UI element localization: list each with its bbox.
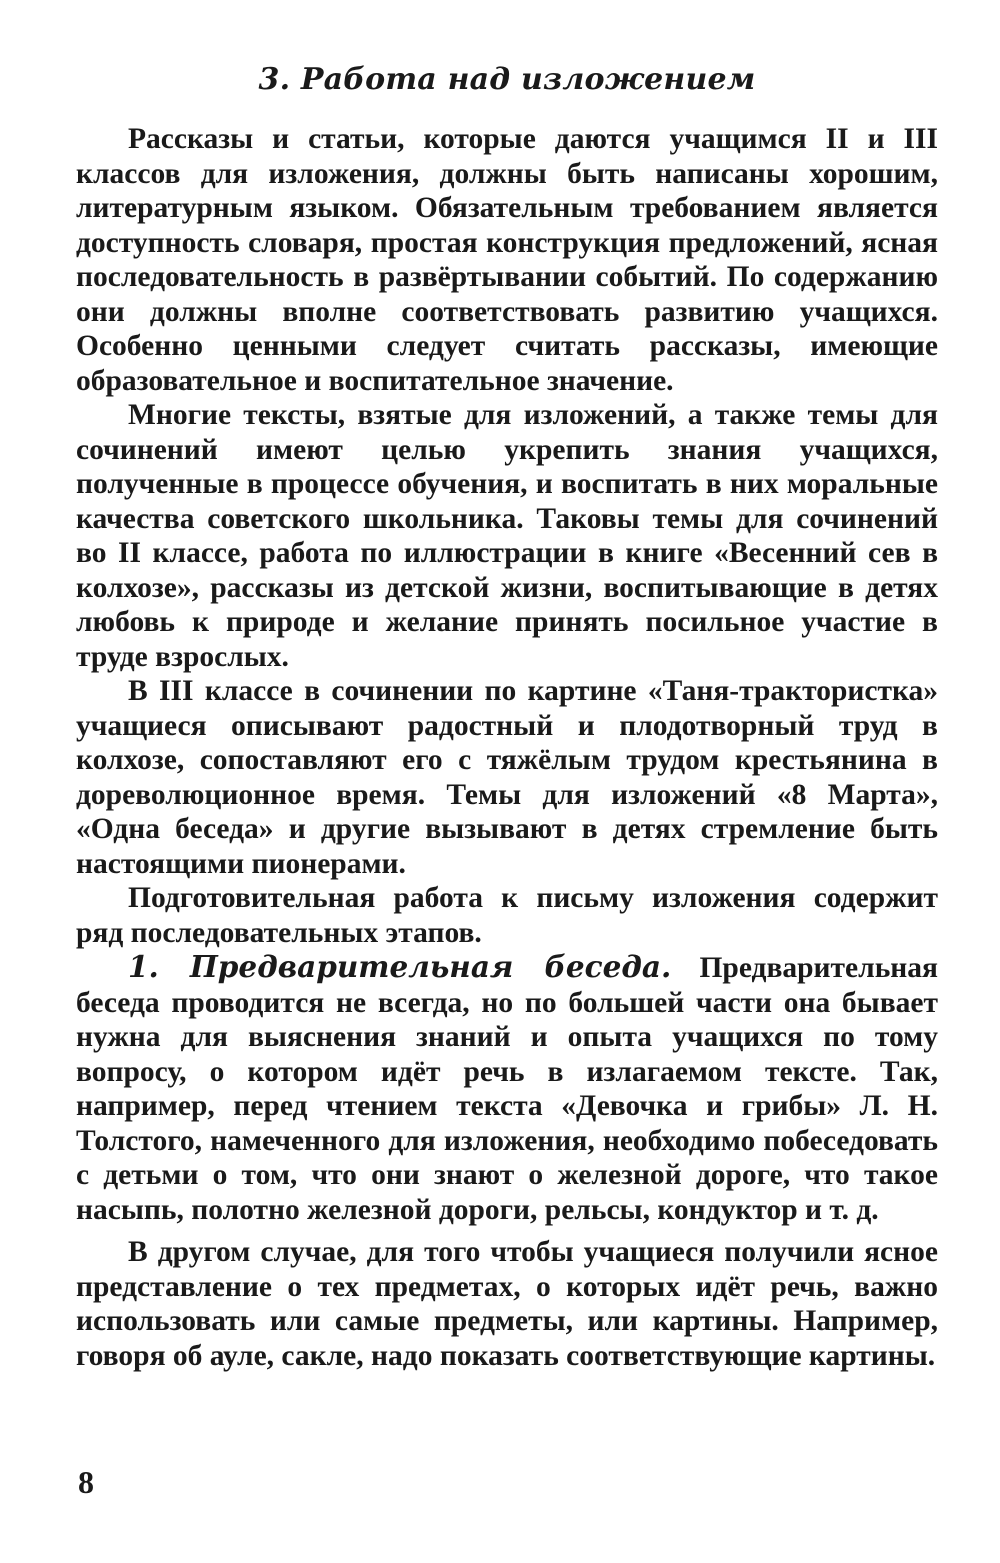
subsection-heading: 1. Предварительная беседа.	[128, 949, 672, 984]
paragraph-4: Подготовительная работа к письму изложения содержит ряд последовательных этапов.	[76, 882, 938, 949]
paragraph-3: В III классе в сочинении по картине «Таня-трактористка» учащиеся описывают радостный и плодотворный труд в колхозе, сопоставляют его с тяжёлым трудом крестьянина в дореволюционное время. Темы для изложений «8 Марта», «Одна беседа» и другие вызывают в детях стремление быть настоящими пионерами.	[76, 675, 938, 880]
paragraph-2: Многие тексты, взятые для изложений, а также темы для сочинений имеют целью укрепить знания учащихся, полученные в процессе обучения, и воспитать в них моральные качества советского школьника. Таковы темы для сочинений во II классе, работа по иллюстрации в книге «Весенний сев в колхозе», рассказы из детской жизни, воспитывающие в детях любовь к природе и желание принять посильное участие в труде взрослых.	[76, 399, 938, 673]
paragraph-5-body: Предварительная беседа проводится не всегда, но по большей части она бывает нужна для выяснения знаний и опыта учащихся по тому вопросу, о котором идёт речь в излагаемом тексте. Так, например, перед чтением текста «Девочка и грибы» Л. Н. Толстого, намеченного для изложения, необходимо побеседовать с детьми о том, что они знают о железной дороге, что такое насыпь, полотно железной дороги, рельсы, кондуктор и т. д.	[76, 952, 938, 1226]
paragraph-5	[76, 950, 938, 1227]
paragraph-1: Рассказы и статьи, которые даются учащимся II и III классов для изложения, должны быть написаны хорошим, литературным языком. Обязательным требованием является доступность словаря, простая конструкция предложений, ясная последовательность в развёртывании событий. По содержанию они должны вполне соответствовать развитию учащихся. Особенно ценными следует считать рассказы, имеющие образовательное и воспитательное значение.	[76, 123, 938, 397]
section-title: 3. Работа над изложением	[258, 62, 756, 97]
page-number: 8	[78, 1464, 94, 1500]
paragraph-6: В другом случае, для того чтобы учащиеся получили ясное представление о тех предметах, о которых идёт речь, важно использовать или самые предметы, или картины. Например, говоря об ауле, сакле, надо показать соответствующие картины.	[76, 1236, 938, 1372]
